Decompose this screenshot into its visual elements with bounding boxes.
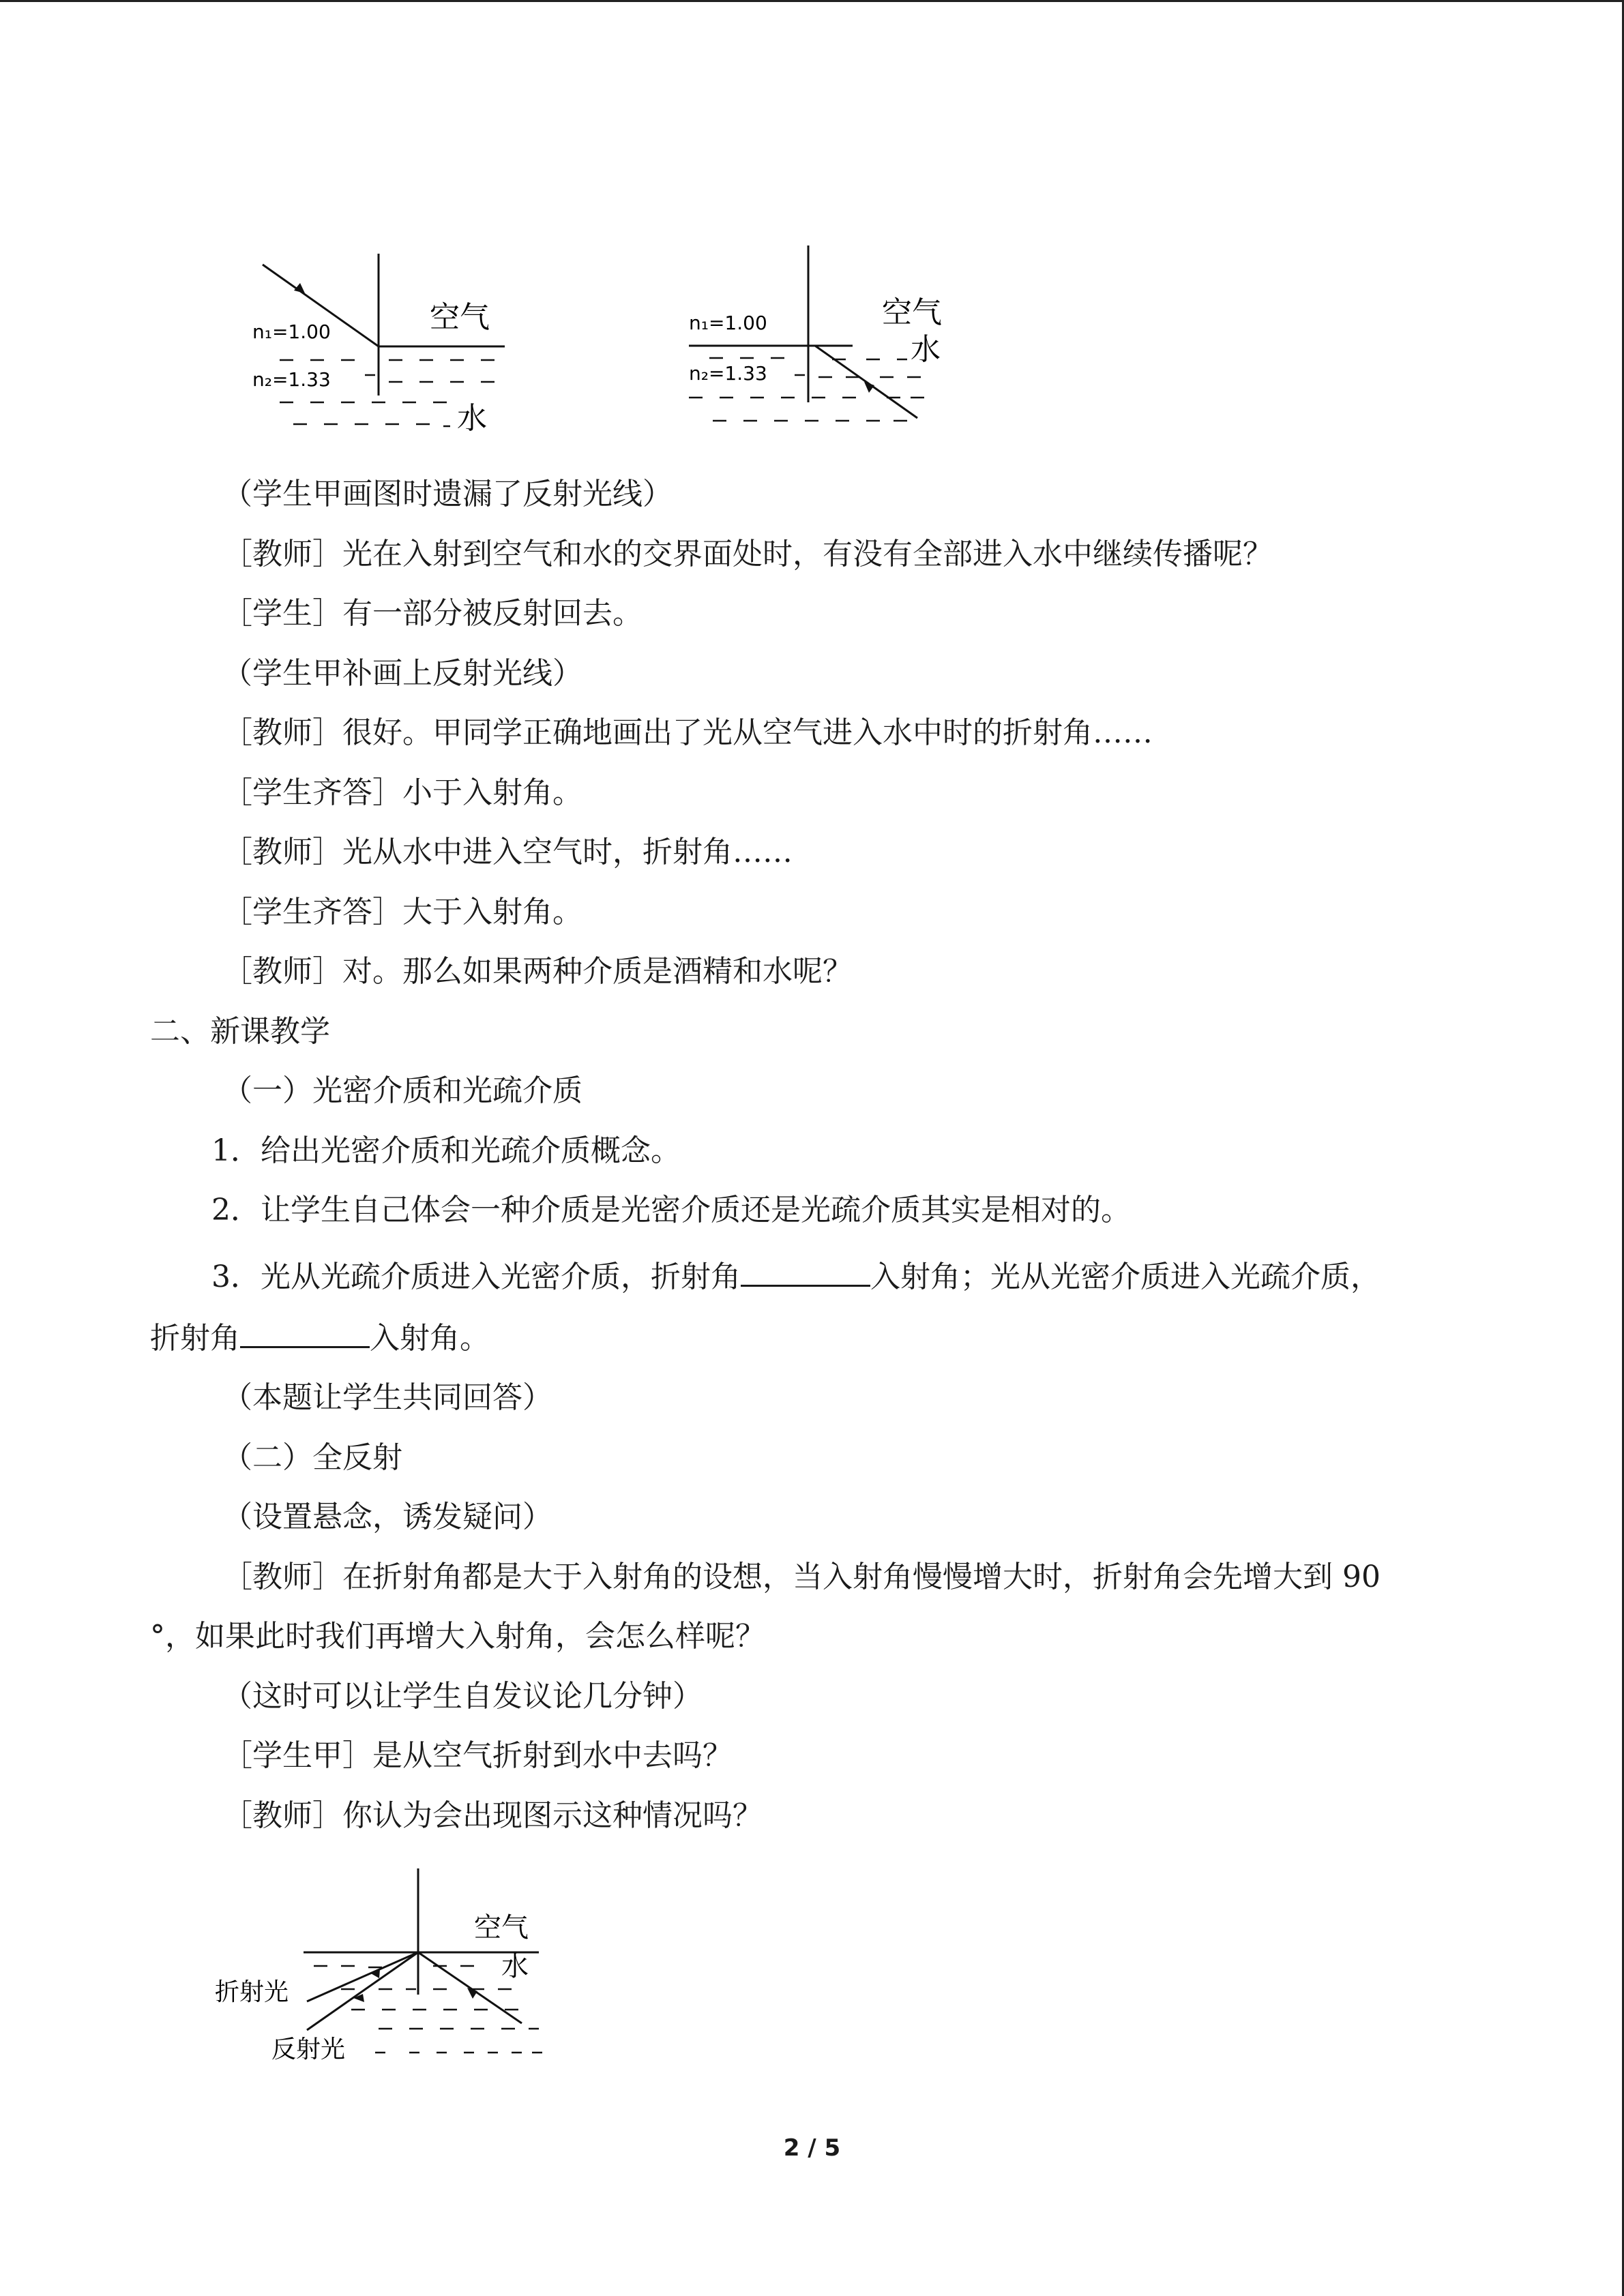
total-reflection-diagram [211, 1865, 566, 2083]
refraction-diagram-water-to-air [675, 242, 975, 440]
question-text: 折射角 [150, 1321, 240, 1356]
air-label: 空气 [474, 1912, 529, 1943]
subsection-heading: （一）光密介质和光疏介质 [222, 1073, 582, 1108]
section-heading: 二、新课教学 [150, 1014, 330, 1049]
text-line: 1．给出光密介质和光疏介质概念。 [211, 1133, 681, 1168]
n1-label: n₁=1.00 [689, 312, 767, 334]
text-line: 2．让学生自己体会一种介质是光密介质还是光疏介质其实是相对的。 [211, 1193, 1131, 1227]
answer-blank[interactable] [240, 1316, 370, 1348]
text-line: ［教师］对。那么如果两种介质是酒精和水呢？ [222, 954, 853, 989]
page-number: 2 / 5 [783, 2134, 841, 2162]
text-line: （设置悬念，诱发疑问） [222, 1500, 552, 1534]
question-line [0, 1255, 1624, 1298]
air-label: 空气 [430, 300, 490, 335]
text-line: （本题让学生共同回答） [222, 1380, 552, 1415]
text-line: （学生甲画图时遗漏了反射光线） [222, 477, 673, 511]
n2-label: n₂=1.33 [252, 368, 331, 391]
text-line: ［教师］很好。甲同学正确地画出了光从空气进入水中时的折射角…… [222, 715, 1153, 750]
water-label: 水 [911, 332, 941, 367]
text-line: （这时可以让学生自发议论几分钟） [222, 1679, 703, 1714]
subsection-heading: （二）全反射 [222, 1440, 402, 1475]
text-line: ［教师］在折射角都是大于入射角的设想，当入射角慢慢增大时，折射角会先增大到 90 [222, 1560, 1381, 1594]
water-label: 水 [501, 1951, 529, 1982]
text-line: ［学生齐答］大于入射角。 [222, 895, 582, 929]
question-text: 3．光从光疏介质进入光密介质，折射角 [211, 1259, 741, 1294]
text-line: ［教师］你认为会出现图示这种情况吗？ [222, 1798, 763, 1833]
page-border-top [0, 0, 1624, 2]
air-label: 空气 [882, 295, 942, 330]
text-line: ［学生］有一部分被反射回去。 [222, 596, 643, 631]
question-text: 入射角；光从光密介质进入光疏介质， [870, 1259, 1381, 1294]
text-line: ［教师］光从水中进入空气时，折射角…… [222, 835, 793, 869]
text-line: ［学生齐答］小于入射角。 [222, 775, 582, 810]
answer-blank[interactable] [741, 1255, 870, 1287]
text-line: ［学生甲］是从空气折射到水中去吗？ [222, 1738, 733, 1773]
question-text: 入射角。 [370, 1321, 490, 1356]
question-line [0, 1316, 1624, 1359]
refraction-diagram-air-to-water [225, 245, 518, 443]
text-line: （学生甲补画上反射光线） [222, 656, 582, 691]
n2-label: n₂=1.33 [689, 362, 767, 385]
text-line: °，如果此时我们再增大入射角，会怎么样呢？ [150, 1619, 765, 1654]
water-label: 水 [457, 401, 487, 436]
n1-label: n₁=1.00 [252, 320, 331, 343]
text-line: ［教师］光在入射到空气和水的交界面处时，有没有全部进入水中继续传播呢？ [222, 537, 1273, 571]
refracted-light-label: 折射光 [215, 1978, 289, 2006]
reflected-light-label: 反射光 [271, 2036, 346, 2063]
